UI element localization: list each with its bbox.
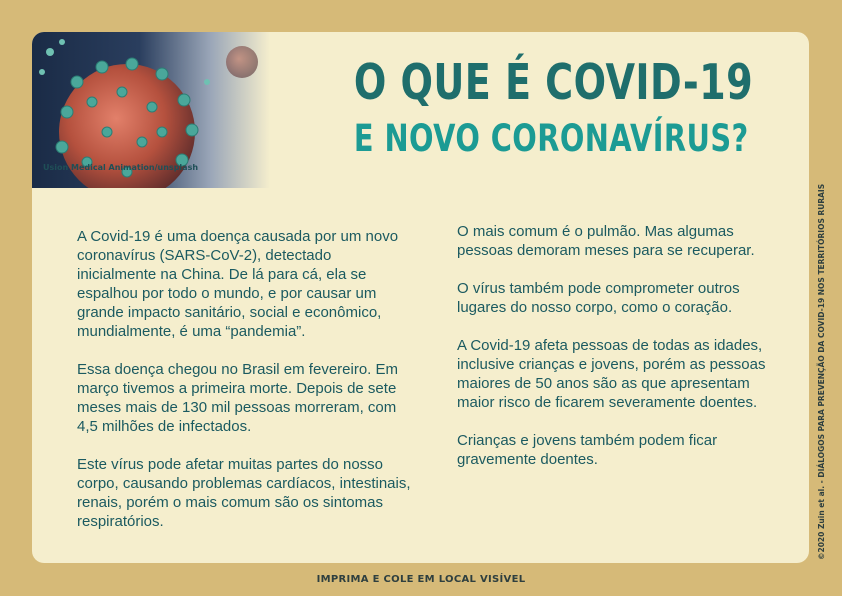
right-column [457, 222, 787, 488]
footer-instruction: IMPRIMA E COLE EM LOCAL VISÍVEL [316, 574, 526, 585]
paragraph: O mais comum é o pulmão. Mas algumas pessoas demoram meses para se recuperar. [457, 223, 755, 259]
left-column [77, 227, 412, 550]
paragraph: Essa doença chegou no Brasil em fevereiro. Em março tivemos a primeira morte. Depois de sete meses mais de 130 mil pessoas morreram, com 4,5 milhões de infectados. [77, 361, 398, 435]
paragraph: A Covid-19 afeta pessoas de todas as idades, inclusive crianças e jovens, porém as pessoas maiores de 50 anos são as que apresentam maior risco de ficarem severamente doentes. [457, 337, 766, 411]
title-line-2: E NOVO CORONAVÍRUS? [353, 117, 749, 160]
paragraph: A Covid-19 é uma doença causada por um novo coronavírus (SARS-CoV-2), detectado inicialmente na China. De lá para cá, ela se espalhou por todo o mundo, e por causar um grande impacto sanitário, social e econômico, mundialmente, é uma “pandemia”. [77, 228, 399, 340]
photo-credit: Usion Medical Animation/unsplash [43, 163, 199, 172]
side-copyright: ©2020 Zuin et al. - DIÁLOGOS PARA PREVENÇÃO DA COVID-19 NOS TERRITÓRIOS RURAIS [817, 183, 826, 560]
paragraph: Este vírus pode afetar muitas partes do nosso corpo, causando problemas cardíacos, intestinais, renais, porém o mais comum são os sintomas respiratórios. [77, 456, 411, 530]
paragraph: O vírus também pode comprometer outros lugares do nosso corpo, como o coração. [457, 280, 740, 316]
paragraph: Crianças e jovens também podem ficar gravemente doentes. [457, 432, 718, 468]
title-line-1: O QUE É COVID-19 [353, 54, 754, 111]
poster-card [32, 32, 809, 563]
